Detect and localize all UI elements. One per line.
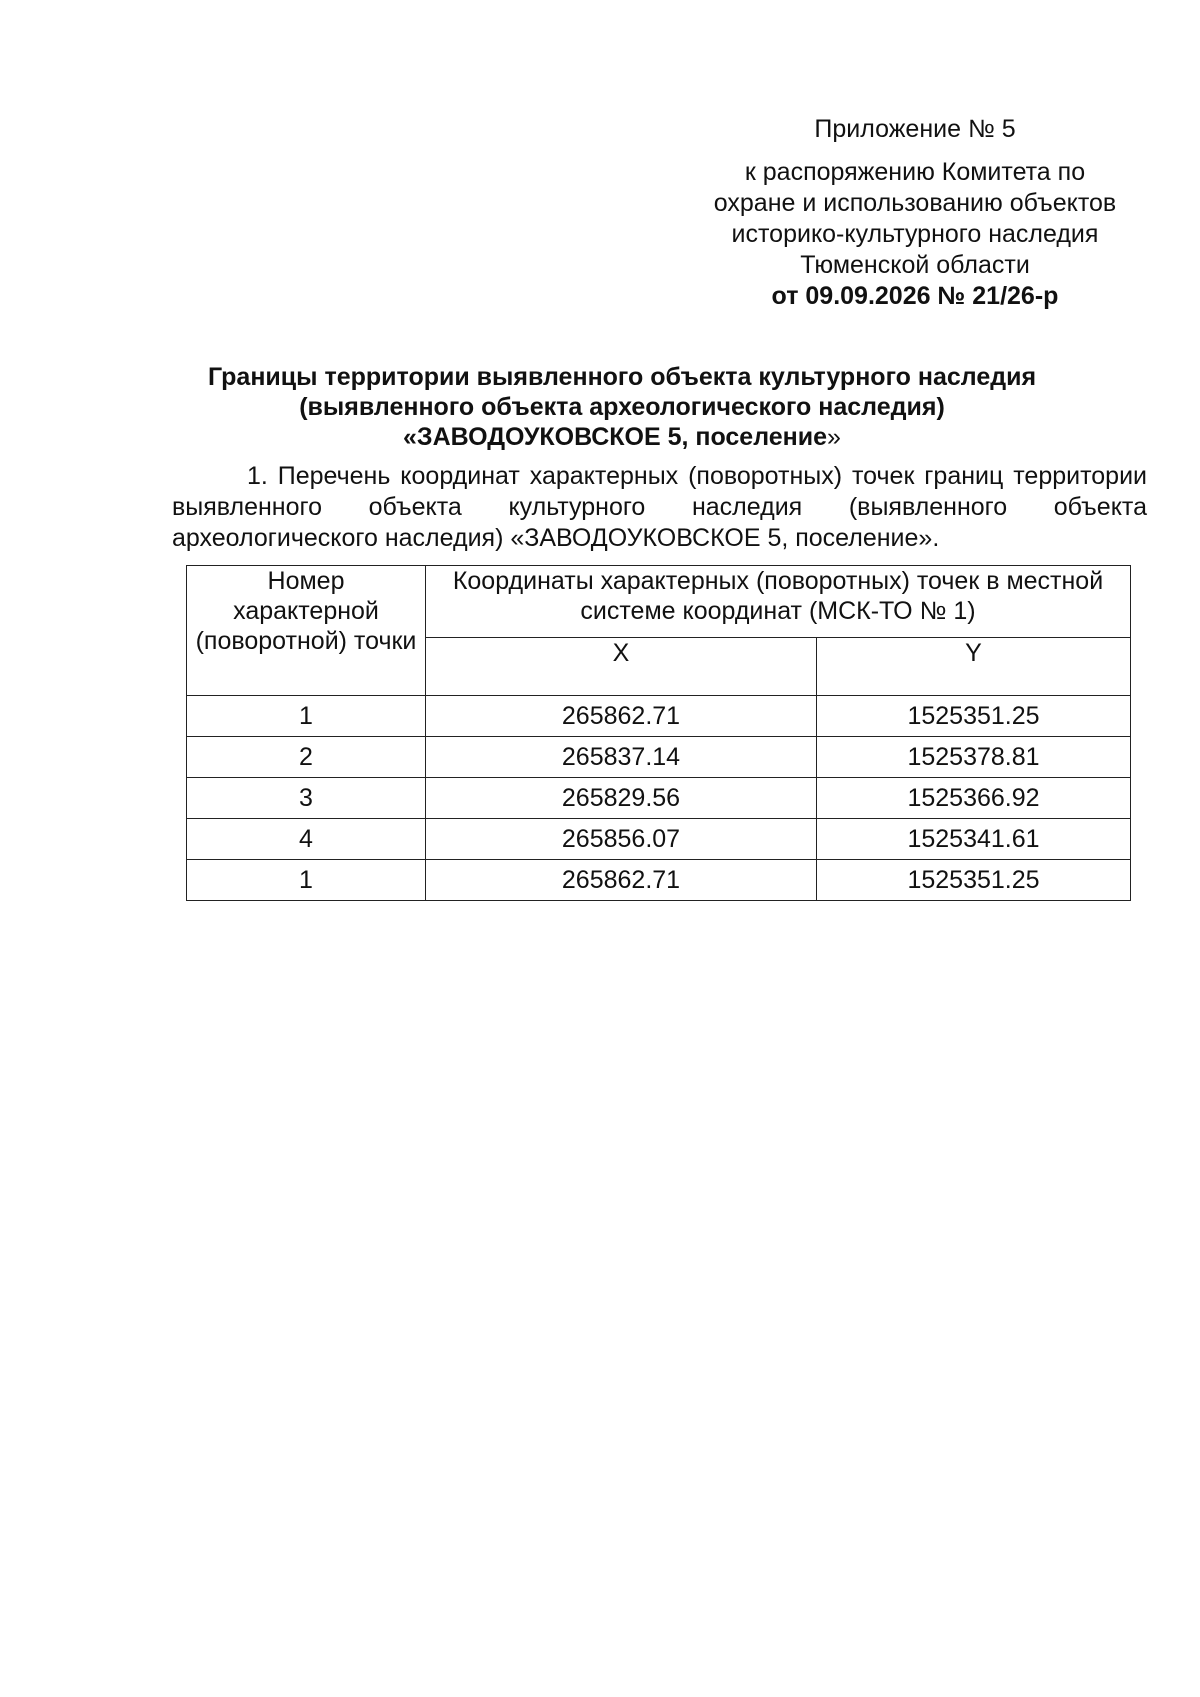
cell-point: 1 — [187, 696, 426, 737]
cell-y: 1525378.81 — [817, 737, 1131, 778]
title-line: (выявленного объекта археологического наследия) — [299, 393, 945, 421]
cell-point: 3 — [187, 778, 426, 819]
cell-x: 265837.14 — [426, 737, 817, 778]
cell-x: 265862.71 — [426, 860, 817, 901]
cell-x: 265856.07 — [426, 819, 817, 860]
appendix-header — [690, 114, 1140, 312]
title-line — [172, 422, 1072, 452]
title-closing-quote: » — [827, 423, 841, 451]
header-y: Y — [817, 638, 1131, 696]
appendix-line: Тюменской области — [800, 251, 1030, 279]
cell-point: 2 — [187, 737, 426, 778]
appendix-line: к распоряжению Комитета по — [744, 158, 1086, 186]
table-row — [187, 819, 1131, 860]
table-row — [187, 860, 1131, 901]
appendix-number: Приложение № 5 — [814, 115, 1016, 143]
title-object-name: «ЗАВОДОУКОВСКОЕ 5, поселение — [403, 423, 828, 451]
table-row — [187, 737, 1131, 778]
appendix-line: охране и использованию объектов — [713, 189, 1117, 217]
appendix-date: от 09.09.2026 № 21/26-р — [771, 282, 1059, 310]
title-line: Границы территории выявленного объекта культурного наследия — [207, 363, 1037, 391]
cell-x: 265862.71 — [426, 696, 817, 737]
cell-x: 265829.56 — [426, 778, 817, 819]
table-row — [187, 778, 1131, 819]
table-header-row — [187, 566, 1131, 638]
cell-y: 1525366.92 — [817, 778, 1131, 819]
appendix-line: историко-культурного наследия — [731, 220, 1099, 248]
cell-point: 1 — [187, 860, 426, 901]
cell-point: 4 — [187, 819, 426, 860]
header-point-number: Номер характерной (поворотной) точки — [187, 566, 426, 696]
header-coordinates: Координаты характерных (поворотных) точек в местной системе координат (МСК-ТО № 1) — [426, 566, 1131, 638]
cell-y: 1525341.61 — [817, 819, 1131, 860]
document-title — [172, 362, 1072, 452]
coordinates-table — [186, 565, 1131, 901]
table-row — [187, 696, 1131, 737]
coordinates-paragraph: 1. Перечень координат характерных (поворотных) точек границ территории выявленного объекта культурного наследия (выявленного объекта археологического наследия) «ЗАВОДОУКОВСКОЕ 5, поселение». — [172, 462, 1147, 552]
header-x: X — [426, 638, 817, 696]
cell-y: 1525351.25 — [817, 860, 1131, 901]
cell-y: 1525351.25 — [817, 696, 1131, 737]
